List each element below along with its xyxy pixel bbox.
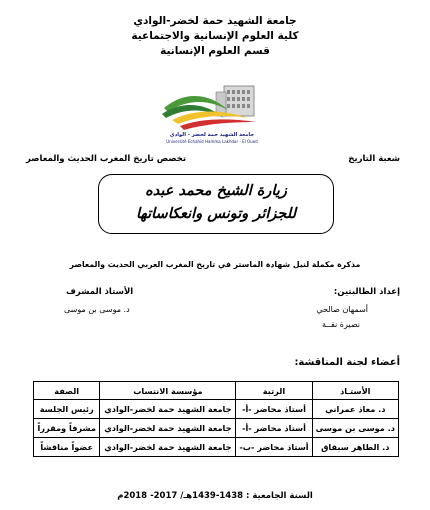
member-institution: جامعة الشهيد حمة لخضر-الوادي (100, 419, 236, 438)
column-header-rank: الرتبة (236, 382, 312, 400)
member-role: رئيس الجلسة (34, 400, 100, 419)
student-name-1: أسمهان صالحي (316, 305, 368, 314)
column-header-institution: مؤسسة الانتساب (100, 382, 236, 400)
member-role: عضواً مناقشاً (34, 438, 100, 457)
member-rank: أستاذ محاضر -أ- (236, 419, 312, 438)
academic-year: السنة الجامعية : 1438-1439هـ/ 2017- 2018م (117, 491, 313, 501)
table-row (34, 419, 399, 438)
logo-caption-fr: Université Echahid Hamma Lakhdar - El Oued (166, 139, 258, 144)
department-name: قسم العلوم الإنسانية (160, 45, 270, 57)
thesis-title-line2: للجزائر وتونس وانعكاساتها (136, 205, 296, 222)
member-name: د. الطاهر سبقاق (312, 438, 398, 457)
logo-caption-ar: جامعة الشهيد حمة لخضر - الوادي (169, 132, 255, 138)
column-header-role: الصفة (34, 382, 100, 400)
specialty-label: تخصص تاريخ المغرب الحديث والمعاصر (26, 154, 187, 164)
thesis-description: مذكرة مكملة لنيل شهادة الماستر في تاريخ المغرب العربي الحديث والمعاصر (69, 260, 361, 269)
committee-title: أعضاء لجنة المناقشة: (294, 357, 400, 368)
table-header-row (34, 382, 399, 400)
university-name: جامعة الشهيد حمة لخضر-الوادي (133, 15, 297, 27)
supervisor-name: د. موسى بن موسى (64, 305, 130, 314)
member-name: د. موسى بن موسى (312, 419, 398, 438)
member-role: مشرفاً ومقرراً (34, 419, 100, 438)
member-rank: أستاذ محاضر -أ- (236, 400, 312, 419)
member-institution: جامعة الشهيد حمة لخضر-الوادي (100, 438, 236, 457)
student-name-2: نصيرة نقــة (322, 320, 360, 329)
committee-table (33, 381, 399, 457)
supervisor-label: الأستاذ المشرف (66, 287, 134, 297)
member-name: د. معاذ عمراني (312, 400, 398, 419)
institution-header (0, 14, 430, 59)
thesis-title-line1: زيارة الشيخ محمد عبده (145, 182, 287, 199)
column-header-professor: الأستـاذ (312, 382, 398, 400)
table-row (34, 400, 399, 419)
thesis-title-box (98, 174, 334, 234)
branch-label: شعبة التاريخ (348, 154, 400, 164)
faculty-name: كلية العلوم الإنسانية والاجتماعية (131, 30, 299, 42)
member-institution: جامعة الشهيد حمة لخضر-الوادي (100, 400, 236, 419)
member-rank: أستاذ محاضر -ب- (236, 438, 312, 457)
table-row (34, 438, 399, 457)
students-label: إعداد الطالبتين: (333, 287, 400, 297)
university-logo (158, 78, 266, 148)
